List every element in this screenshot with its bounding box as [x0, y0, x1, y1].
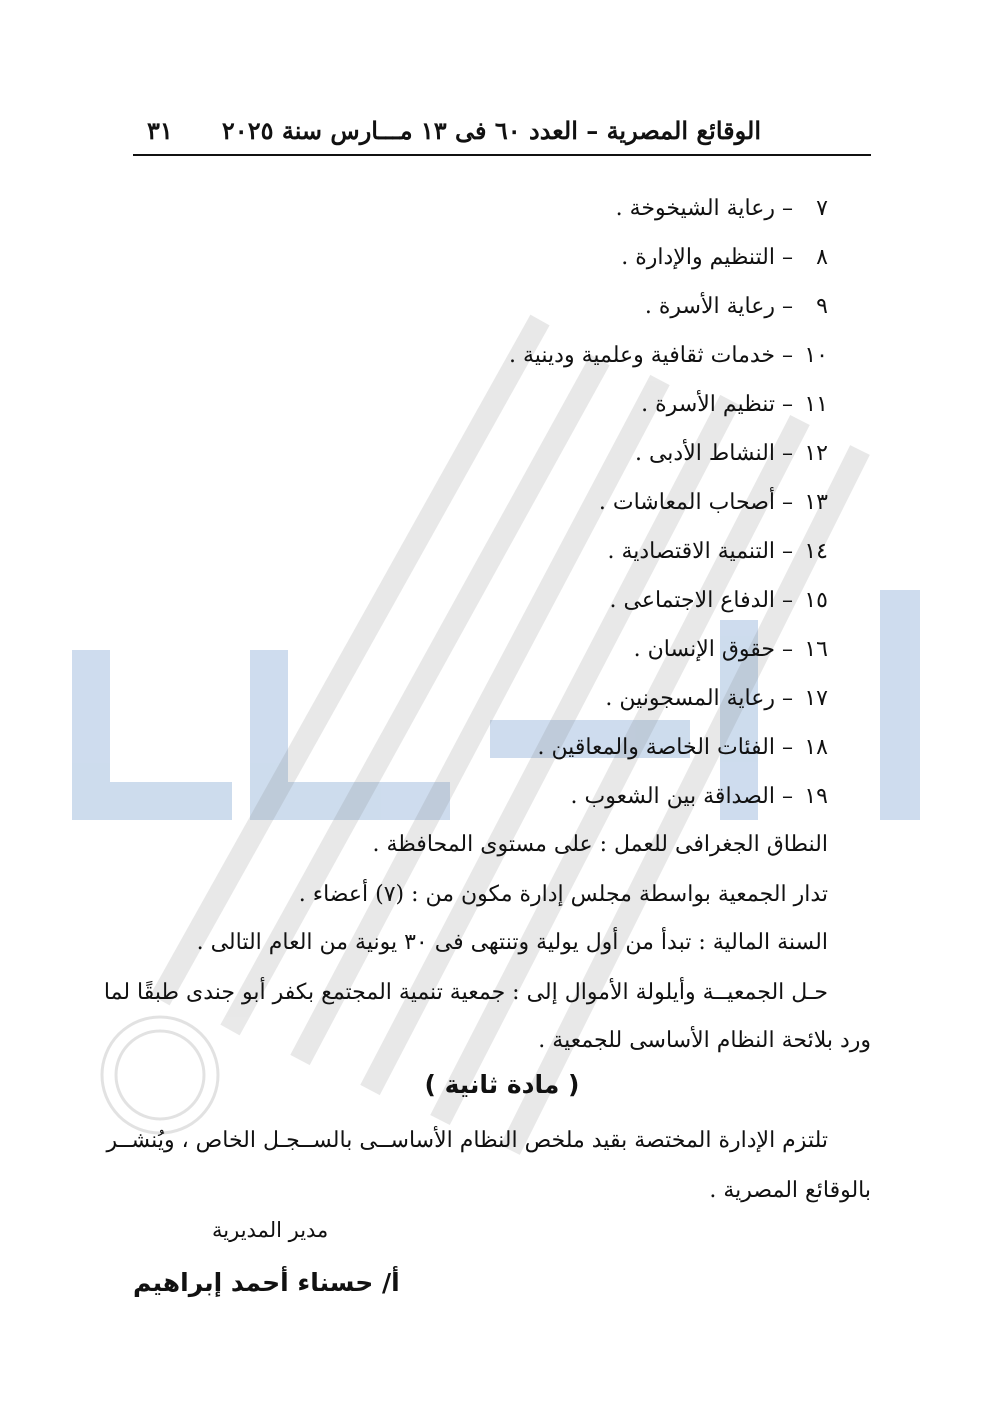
- item-text: – الصداقة بين الشعوب .: [570, 784, 793, 809]
- item-text: – تنظيم الأسرة .: [641, 392, 793, 417]
- item-number: ٩: [816, 294, 828, 319]
- item-number: ١١: [804, 392, 828, 417]
- list-item: [509, 290, 828, 339]
- geographic-scope: النطاق الجغرافى للعمل : على مستوى المحافظة .: [372, 832, 828, 857]
- item-text: – التنظيم والإدارة .: [621, 245, 793, 270]
- item-number: ١٩: [804, 784, 828, 809]
- item-number: ١٠: [804, 343, 828, 368]
- page-number: ٣١: [147, 116, 173, 145]
- signatory-name: أ/ حسناء أحمد إبراهيم: [133, 1268, 400, 1297]
- item-text: – رعاية المسجونين .: [605, 686, 793, 711]
- item-number: ٨: [816, 245, 828, 270]
- signatory-title: مدير المديرية: [212, 1218, 329, 1242]
- activities-list: [509, 192, 828, 829]
- list-item: [509, 731, 828, 780]
- list-item: [509, 584, 828, 633]
- list-item: [509, 437, 828, 486]
- list-item: [509, 535, 828, 584]
- article-heading: ( مادة ثانية ): [424, 1070, 580, 1099]
- item-text: – حقوق الإنسان .: [633, 637, 793, 662]
- item-text: – النشاط الأدبى .: [634, 441, 793, 466]
- list-item: [509, 633, 828, 682]
- list-item: [509, 486, 828, 535]
- article-body-continued: بالوقائع المصرية .: [709, 1178, 871, 1203]
- item-text: – رعاية الشيخوخة .: [615, 196, 793, 221]
- list-item: [509, 388, 828, 437]
- list-item: [509, 682, 828, 731]
- list-item: [509, 780, 828, 829]
- item-text: – الدفاع الاجتماعى .: [609, 588, 793, 613]
- item-text: – التنمية الاقتصادية .: [607, 539, 793, 564]
- page-header: [133, 112, 871, 156]
- item-number: ١٤: [804, 539, 828, 564]
- item-text: – أصحاب المعاشات .: [598, 490, 793, 515]
- item-text: – خدمات ثقافية وعلمية ودينية .: [508, 343, 793, 368]
- header-title: الوقائع المصرية – العدد ٦٠ فى ١٣ مـــارس سنة ٢٠٢٥: [221, 116, 761, 145]
- item-number: ١٣: [804, 490, 828, 515]
- list-item: [509, 241, 828, 290]
- board-composition: تدار الجمعية بواسطة مجلس إدارة مكون من : (٧) أعضاء .: [298, 882, 828, 907]
- item-number: ١٦: [804, 637, 828, 662]
- item-number: ١٧: [804, 686, 828, 711]
- item-text: – الفئات الخاصة والمعاقين .: [537, 735, 793, 760]
- dissolution-clause-continued: ورد بلائحة النظام الأساسى للجمعية .: [538, 1028, 871, 1053]
- item-number: ١٨: [804, 735, 828, 760]
- item-number: ١٥: [804, 588, 828, 613]
- item-text: – رعاية الأسرة .: [644, 294, 793, 319]
- item-number: ١٢: [804, 441, 828, 466]
- article-body: تلتزم الإدارة المختصة بقيد ملخص النظام الأساســى بالســجـل الخاص ، ويُنشــر: [106, 1128, 828, 1153]
- dissolution-clause: حـل الجمعيــة وأيلولة الأموال إلى : جمعية تنمية المجتمع بكفر أبو جندى طبقًا لما: [103, 980, 828, 1005]
- item-number: ٧: [816, 196, 828, 221]
- fiscal-year: السنة المالية : تبدأ من أول يولية وتنتهى فى ٣٠ يونية من العام التالى .: [196, 930, 828, 955]
- list-item: [509, 192, 828, 241]
- list-item: [509, 339, 828, 388]
